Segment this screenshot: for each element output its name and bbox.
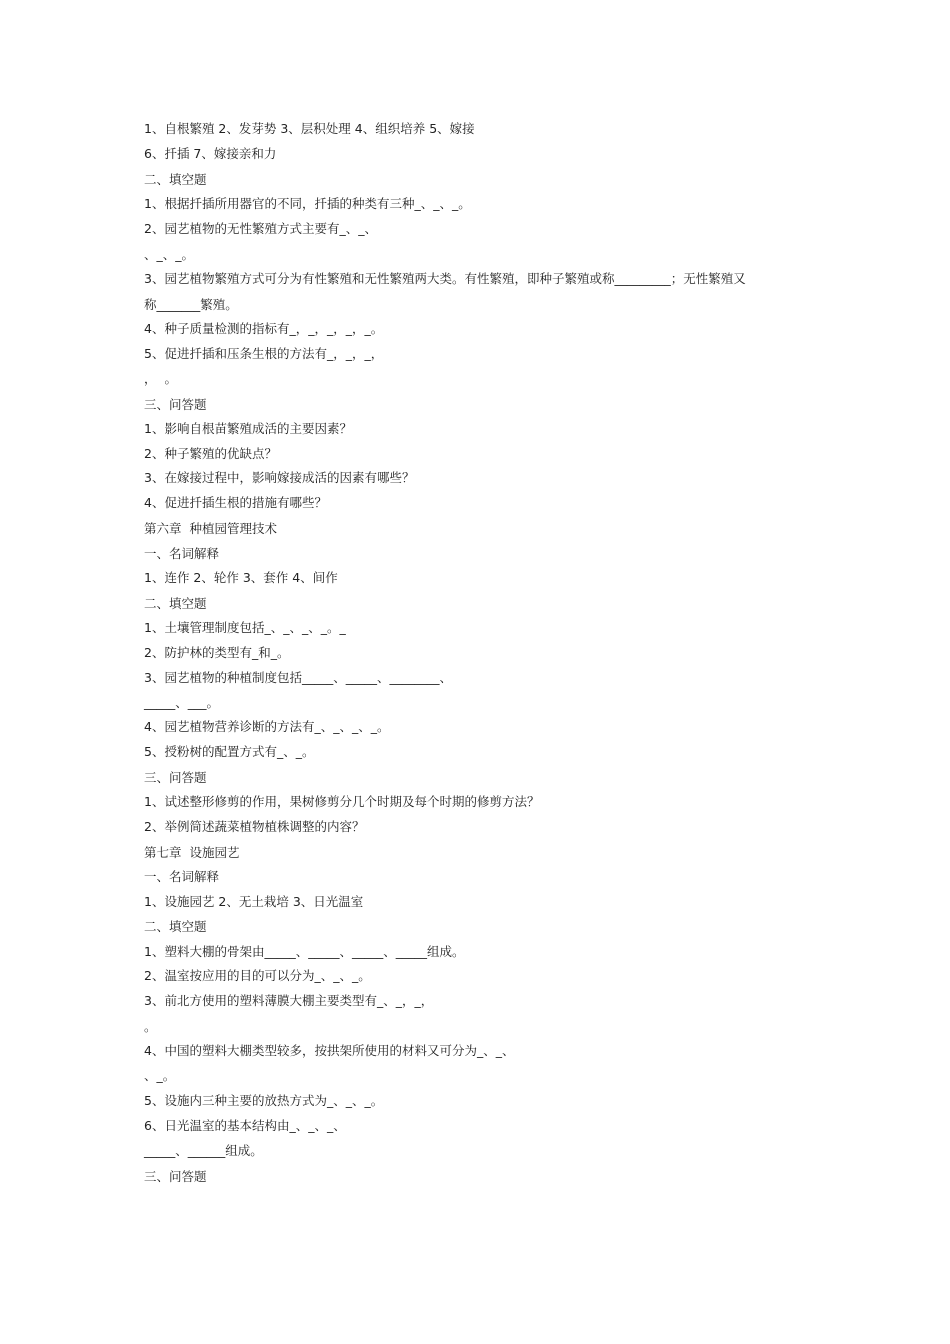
text-line: 2、温室按应用的目的可以分为_、_、_。 (144, 968, 371, 983)
text-line: 4、园艺植物营养诊断的方法有_、_、_、_。 (144, 719, 390, 734)
text-line: 一、名词解释 (144, 869, 220, 884)
text-line: ， 。 (144, 371, 177, 386)
text-line: 第六章 种植园管理技术 (144, 521, 277, 536)
text-line: 4、促进扦插生根的措施有哪些？ (144, 495, 327, 510)
text-line: 1、试述整形修剪的作用，果树修剪分几个时期及每个时期的修剪方法？ (144, 794, 540, 809)
text-line: 3、园艺植物的种植制度包括_____、_____、________、 (144, 670, 452, 685)
text-line: 2、防护林的类型有_和_。 (144, 645, 290, 660)
text-line: 5、设施内三种主要的放热方式为_、_、_。 (144, 1093, 384, 1108)
text-line: 。 (144, 1019, 157, 1034)
text-line: 2、园艺植物的无性繁殖方式主要有_、_、 (144, 221, 377, 236)
text-line: 1、连作 2、轮作 3、套作 4、间作 (144, 570, 338, 585)
text-line: 6、扦插 7、嫁接亲和力 (144, 146, 277, 161)
text-line: 三、问答题 (144, 1169, 207, 1184)
text-line: 2、举例简述蔬菜植物植株调整的内容？ (144, 819, 365, 834)
text-line: 4、中国的塑料大棚类型较多，按拱架所使用的材料又可分为_、_、 (144, 1043, 515, 1058)
text-line: 一、名词解释 (144, 546, 220, 561)
text-line: 1、自根繁殖 2、发芽势 3、层积处理 4、组织培养 5、嫁接 (144, 121, 475, 136)
text-line: 5、促进扦插和压条生根的方法有_，_，_， (144, 346, 384, 361)
text-line: 3、在嫁接过程中，影响嫁接成活的因素有哪些？ (144, 470, 415, 485)
text-line: 1、土壤管理制度包括_、_、_、_。_ (144, 620, 346, 635)
text-line: 3、园艺植物繁殖方式可分为有性繁殖和无性繁殖两大类。有性繁殖，即种子繁殖或称_________；无性繁殖又 (144, 271, 746, 286)
text-line: 2、种子繁殖的优缺点？ (144, 446, 277, 461)
text-line: 6、日光温室的基本结构由_、_、_、 (144, 1118, 346, 1133)
text-line: 称_______繁殖。 (144, 297, 238, 312)
text-line: 二、填空题 (144, 172, 207, 187)
text-line: 二、填空题 (144, 919, 207, 934)
text-line: 5、授粉树的配置方式有_、_。 (144, 744, 315, 759)
text-line: _____、______组成。 (144, 1143, 263, 1158)
text-line: 二、填空题 (144, 596, 207, 611)
text-line: 第七章 设施园艺 (144, 845, 240, 860)
text-line: 、_。 (144, 1068, 176, 1083)
text-line: 、_、_。 (144, 247, 195, 262)
text-line: 1、塑料大棚的骨架由_____、_____、_____、_____组成。 (144, 944, 465, 959)
text-line: _____、___。 (144, 695, 220, 710)
text-line: 1、根据扦插所用器官的不同，扦插的种类有三种_、_、_。 (144, 196, 471, 211)
text-line: 3、前北方使用的塑料薄膜大棚主要类型有_、_，_， (144, 993, 434, 1008)
text-line: 1、影响自根苗繁殖成活的主要因素？ (144, 421, 352, 436)
text-line: 4、种子质量检测的指标有_，_，_，_，_。 (144, 321, 384, 336)
text-line: 三、问答题 (144, 397, 207, 412)
text-line: 1、设施园艺 2、无土栽培 3、日光温室 (144, 894, 364, 909)
text-line: 三、问答题 (144, 770, 207, 785)
